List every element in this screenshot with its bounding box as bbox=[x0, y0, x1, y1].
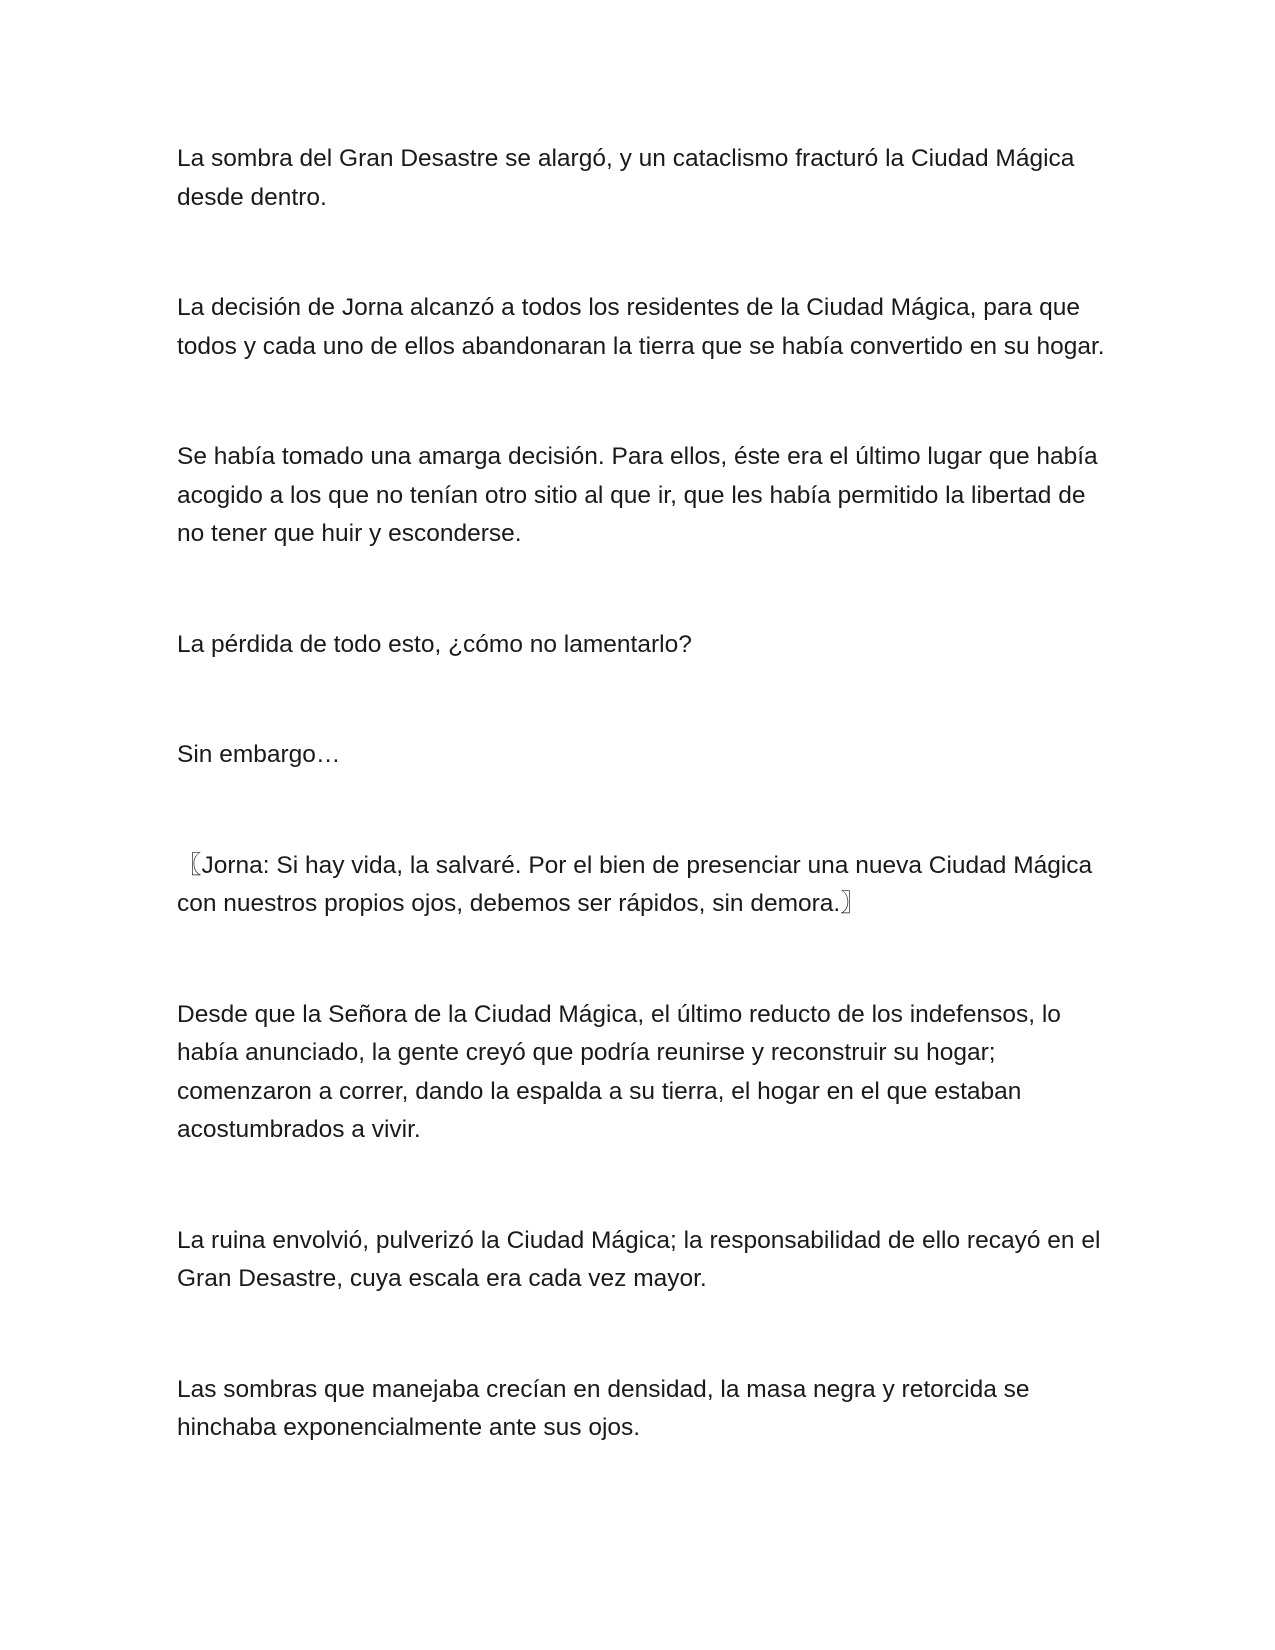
paragraph-2: La decisión de Jorna alcanzó a todos los residentes de la Ciudad Mágica, para que todos y cada uno de ellos abandonaran la tierra que se había convertido en su hogar. bbox=[177, 294, 1105, 360]
paragraph-3: Se había tomado una amarga decisión. Para ellos, éste era el último lugar que había acogido a los que no tenían otro sitio al que ir, que les había permitido la libertad de no tener que huir y esconderse. bbox=[177, 443, 1098, 547]
paragraph-9: Las sombras que manejaba crecían en densidad, la masa negra y retorcida se hinchaba exponencialmente ante sus ojos. bbox=[177, 1375, 1030, 1441]
paragraph-7: Desde que la Señora de la Ciudad Mágica, el último reducto de los indefensos, lo había anunciado, la gente creyó que podría reunirse y reconstruir su hogar; comenzaron a correr, dando la espalda a su tierra, el hogar en el que estaban acostumbrados a vivir. bbox=[177, 1000, 1061, 1143]
paragraph-1: La sombra del Gran Desastre se alargó, y un cataclismo fracturó la Ciudad Mágica desde dentro. bbox=[177, 145, 1075, 211]
paragraph-4: La pérdida de todo esto, ¿cómo no lamentarlo? bbox=[177, 630, 692, 658]
paragraph-5: Sin embargo… bbox=[177, 741, 341, 768]
document-body bbox=[177, 140, 1117, 1448]
paragraph-6-quote: 〖Jorna: Si hay vida, la salvaré. Por el bien de presenciar una nueva Ciudad Mágica con nuestros propios ojos, debemos ser rápidos, sin demora.〗 bbox=[177, 851, 1093, 917]
paragraph-8: La ruina envolvió, pulverizó la Ciudad Mágica; la responsabilidad de ello recayó en el Gran Desastre, cuya escala era cada vez mayor. bbox=[177, 1226, 1101, 1292]
